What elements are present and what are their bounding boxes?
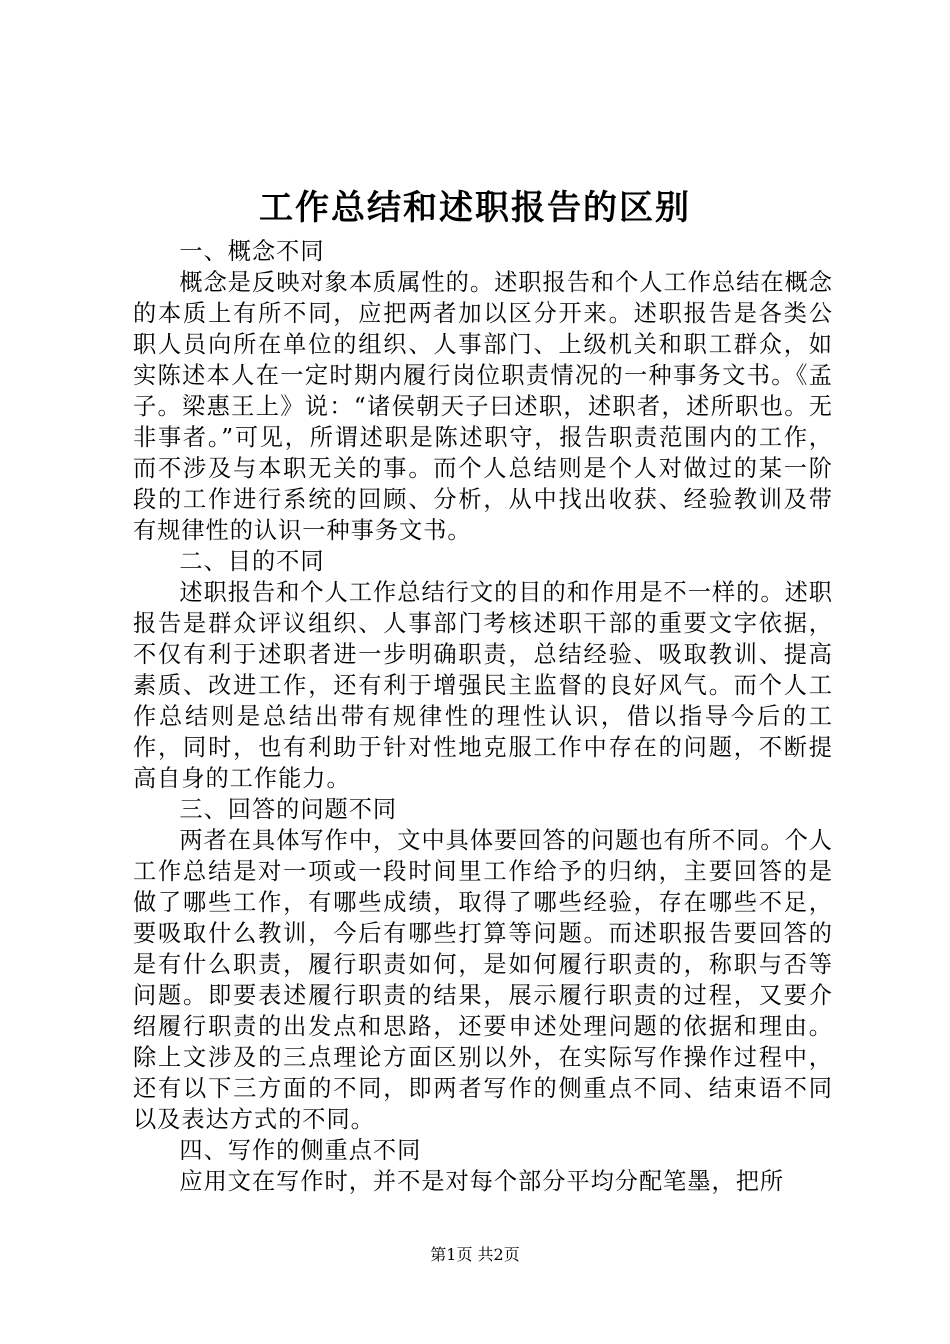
document-body [133,236,833,1197]
section-heading: 二、目的不同 [179,548,325,575]
body-paragraph: 概念是反映对象本质属性的。述职报告和个人工作总结在概念的本质上有所不同，应把两者加以区分开来。述职报告是各类公职人员向所在单位的组织、人事部门、上级机关和职工群众，如实陈述本人在一定时期内履行岗位职责情况的一种事务文书。《孟子。梁惠王上》说：“诸侯朝天子曰述职，述职者，述所职也。无非事者。”可见，所谓述职是陈述职守，报告职责范围内的工作，而不涉及与本职无关的事。而个人总结则是个人对做过的某一阶段的工作进行系统的回顾、分析，从中找出收获、经验教训及带有规律性的认识一种事务文书。 [133,269,833,544]
section-heading: 四、写作的侧重点不同 [179,1137,422,1164]
body-paragraph: 述职报告和个人工作总结行文的目的和作用是不一样的。述职报告是群众评议组织、人事部门考核述职干部的重要文字依据，不仅有利于述职者进一步明确职责，总结经验、吸取教训、提高素质、改进工作，还有利于增强民主监督的良好风气。而个人工作总结则是总结出带有规律性的理性认识，借以指导今后的工作，同时，也有利助于针对性地克服工作中存在的问题，不断提高自身的工作能力。 [133,579,833,792]
document-title: 工作总结和述职报告的区别 [259,188,691,228]
body-paragraph: 应用文在写作时，并不是对每个部分平均分配笔墨，把所 [179,1168,785,1195]
section-heading: 一、概念不同 [179,238,325,265]
section-heading: 三、回答的问题不同 [179,796,398,823]
body-paragraph: 两者在具体写作中，文中具体要回答的问题也有所不同。个人工作总结是对一项或一段时间里工作给予的归纳，主要回答的是做了哪些工作，有哪些成绩，取得了哪些经验，存在哪些不足，要吸取什么教训，今后有哪些打算等问题。而述职报告要回答的是有什么职责，履行职责如何，是如何履行职责的，称职与否等问题。即要表述履行职责的结果，展示履行职责的过程，又要介绍履行职责的出发点和思路，还要申述处理问题的依据和理由。除上文涉及的三点理论方面区别以外，在实际写作操作过程中，还有以下三方面的不同，即两者写作的侧重点不同、结束语不同以及表达方式的不同。 [133,827,833,1133]
page-footer: 第1页 共2页 [430,1245,520,1264]
